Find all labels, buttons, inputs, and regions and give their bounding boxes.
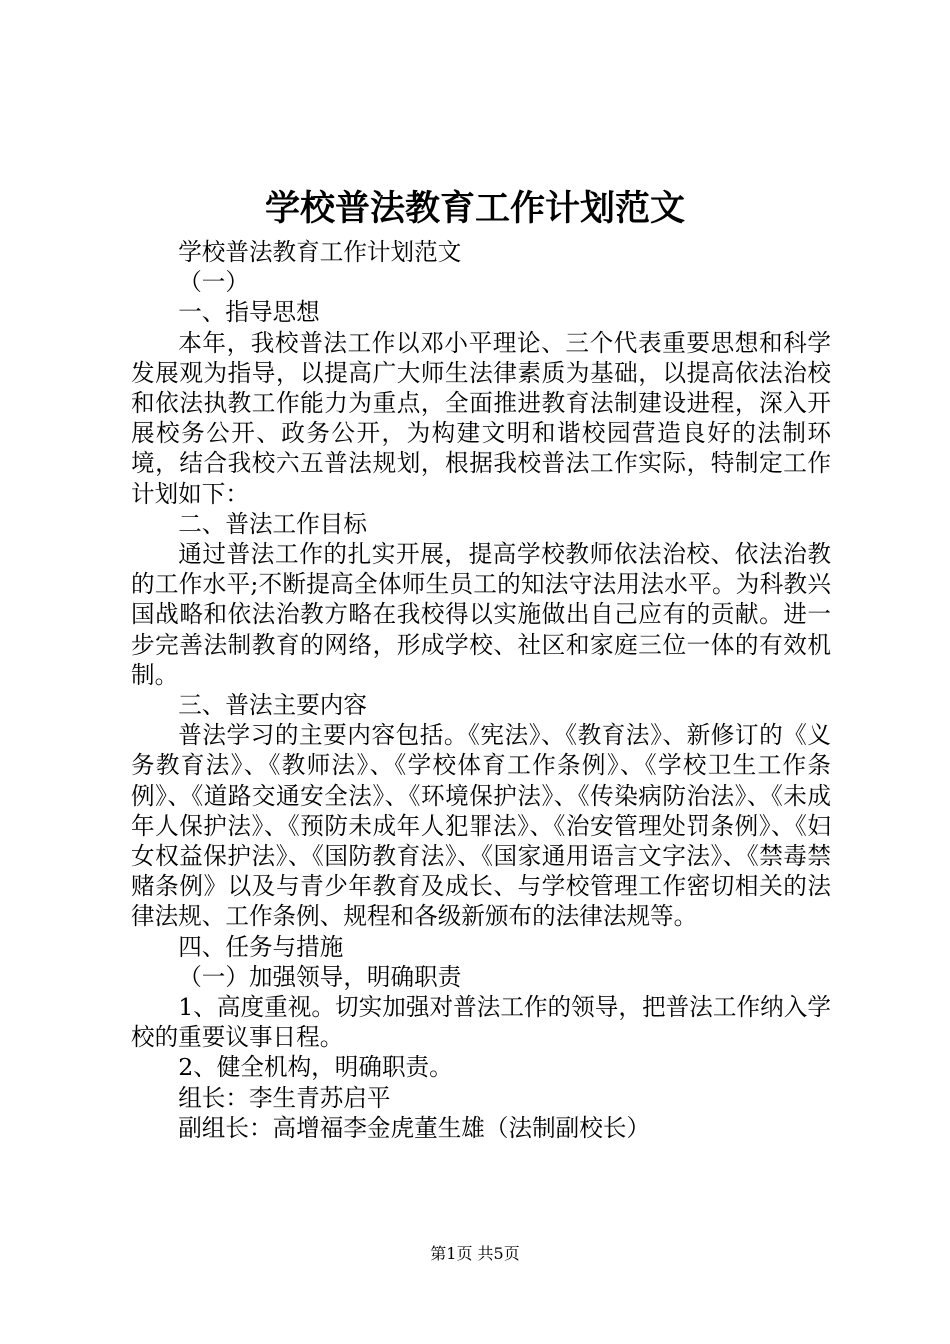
page-footer: 第1页 共5页 <box>430 1244 520 1263</box>
heading-guiding-ideology: 一、指导思想 <box>178 298 320 327</box>
heading-goals: 二、普法工作目标 <box>178 509 367 538</box>
paragraph-main-content: 普法学习的主要内容包括。《宪法》、《教育法》、新修订的《义务教育法》、《教师法》、《学校体育工作条例》、《学校卫生工作条例》、《道路交通安全法》、《环境保护法》、《传染病防治法》、《未成年人保护法》、《预防未成年人犯罪法》、《治安管理处罚条例》、《妇女权益保护法》、《国防教育法》、《国家通用语言文字法》、《禁毒禁赌条例》以及与青少年教育及成长、与学校管理工作密切相关的法律法规、工作条例、规程和各级新颁布的法律法规等。 <box>131 721 831 931</box>
paragraph-item-1: 1、高度重视。切实加强对普法工作的领导，把普法工作纳入学校的重要议事日程。 <box>131 993 831 1052</box>
paragraph-guiding-ideology: 本年，我校普法工作以邓小平理论、三个代表重要思想和科学发展观为指导，以提高广大师生法律素质为基础，以提高依法治校和依法执教工作能力为重点，全面推进教育法制建设进程，深入开展校务公开、政务公开，为构建文明和谐校园营造良好的法制环境，结合我校六五普法规划，根据我校普法工作实际，特制定工作计划如下： <box>131 328 831 508</box>
subheading-leadership: （一）加强领导，明确职责 <box>178 962 462 991</box>
paragraph-item-2: 2、健全机构，明确职责。 <box>178 1053 453 1082</box>
paragraph-part-one: （一） <box>178 268 249 297</box>
document-title: 学校普法教育工作计划范文 <box>264 189 685 229</box>
paragraph-deputy-leader: 副组长：高增福李金虎董生雄（法制副校长） <box>178 1113 651 1142</box>
paragraph-subtitle: 学校普法教育工作计划范文 <box>178 238 462 266</box>
paragraph-goals: 通过普法工作的扎实开展，提高学校教师依法治校、依法治教的工作水平;不断提高全体师生员工的知法守法用法水平。为科教兴国战略和依法治教方略在我校得以实施做出自己应有的贡献。进一步完善法制教育的网络，形成学校、社区和家庭三位一体的有效机制。 <box>131 540 831 689</box>
paragraph-team-leader: 组长：李生青苏启平 <box>178 1083 391 1112</box>
heading-main-content: 三、普法主要内容 <box>178 691 367 720</box>
document-body <box>131 237 831 1143</box>
heading-tasks-measures: 四、任务与措施 <box>178 932 344 961</box>
